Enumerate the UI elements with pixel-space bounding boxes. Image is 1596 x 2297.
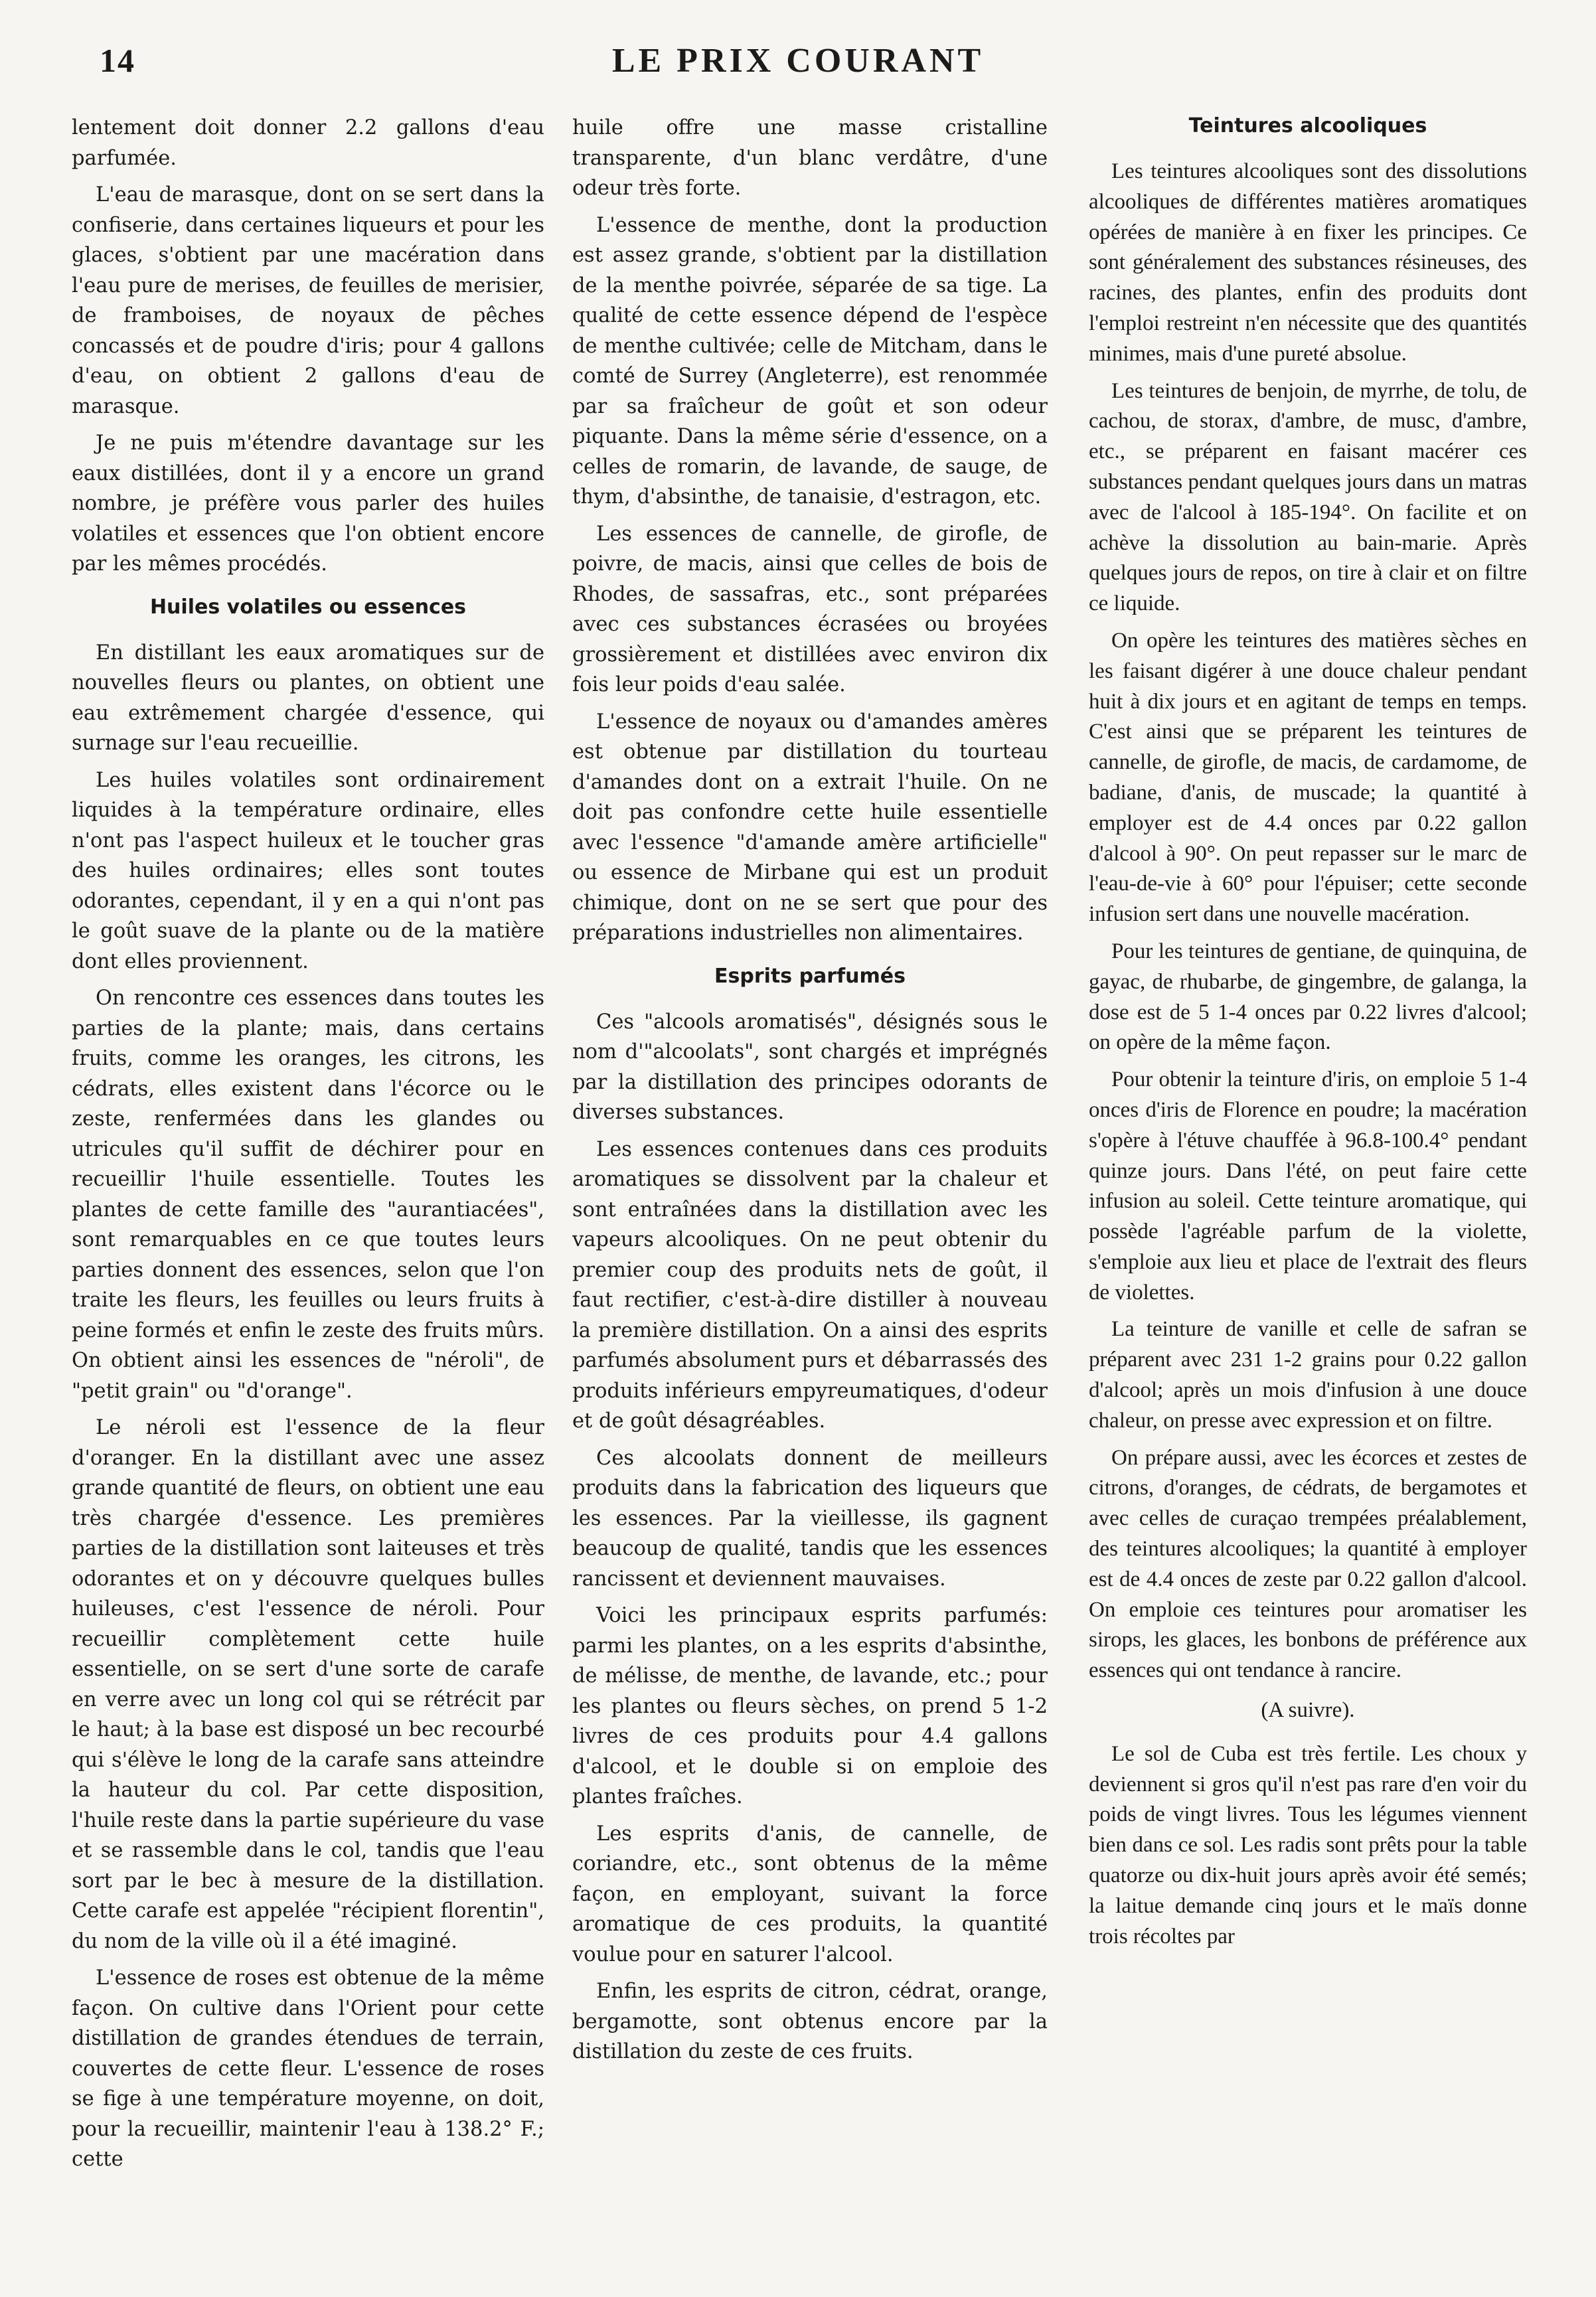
to-be-continued-note: (A suivre).: [1261, 1698, 1355, 1723]
section-heading: Esprits parfumés: [714, 964, 906, 988]
paragraph: L'eau de marasque, dont on se sert dans la confiserie, dans certaines liqueurs et pour les glaces, s'obtient par une macération dans l'eau pure de merises, de feuilles de merisier, de framboises, de noyaux de pêches concassés et de poudre d'iris; pour 4 gallons d'eau, on obtient 2 gallons d'eau de marasque.: [72, 183, 544, 418]
paragraph: Je ne puis m'étendre davantage sur les eaux distillées, dont il y a encore un grand nombre, je préfère vous parler des huiles volatiles et essences que l'on obtient encore par les mêmes procédés.: [72, 432, 544, 576]
paragraph: On prépare aussi, avec les écorces et zestes de citrons, d'oranges, de cédrats, de bergamotes et avec celles de curaçao trempées préalablement, des teintures alcooliques; la quantité à employer est de 4.4 onces de zeste par 0.22 gallon d'alcool. On emploie ces teintures pour aromatiser les sirops, les glaces, les bonbons de préférence aux essences qui ont tendance à rancire.: [1089, 1445, 1527, 1683]
text-column-1: [72, 113, 544, 2257]
paragraph: Pour les teintures de gentiane, de quinquina, de gayac, de rhubarbe, de gingembre, de galanga, la dose est de 5 1-4 onces par 0.22 livres d'alcool; on opère de la même façon.: [1089, 939, 1527, 1055]
paragraph: On rencontre ces essences dans toutes les parties de la plante; mais, dans certains fruits, comme les oranges, les citrons, les cédrats, elles existent dans l'écorce ou le zeste, renfermées dans les glandes ou utricules qu'il suffit de déchirer pour en recueillir l'huile essentielle. Toutes les plantes de cette famille des "aurantiacées", sont remarquables en ce que toutes leurs parties donnent des essences, selon que l'on traite les fleurs, les feuilles ou leurs fruits à peine formés et enfin le zeste des fruits mûrs. On obtient ainsi les essences de "néroli", de "petit grain" ou "d'orange".: [72, 987, 544, 1403]
journal-title: LE PRIX COURANT: [611, 42, 985, 80]
paragraph: Pour obtenir la teinture d'iris, on emploie 5 1-4 onces d'iris de Florence en poudre; la macération s'opère à l'étuve chauffée à 96.8-100.4° pendant quinze jours. Dans l'été, on peut faire cette infusion au soleil. Cette teinture aromatique, qui possède l'agréable parfum de la violette, s'emploie aux lieu et place de l'extrait des fleurs de violettes.: [1089, 1068, 1527, 1305]
paragraph: Ces "alcools aromatisés", désignés sous le nom d'"alcoolats", sont chargés et imprégnés par la distillation des principes odorants de diverses substances.: [572, 1010, 1048, 1124]
paragraph: L'essence de menthe, dont la production est assez grande, s'obtient par la distillation de la menthe poivrée, séparée de sa tige. La qualité de cette essence dépend de l'espèce de menthe cultivée; celle de Mitcham, dans le comté de Surrey (Angleterre), est renommée par sa fraîcheur de goût et son odeur piquante. Dans la même série d'essence, on a celles de romarin, de lavande, de sauge, de thym, d'absinthe, de tanaisie, d'estragon, etc.: [572, 213, 1048, 509]
paragraph: Voici les principaux esprits parfumés: parmi les plantes, on a les esprits d'absinthe, de mélisse, de menthe, de lavande, etc.; pour les plantes ou fleurs sèches, on prend 5 1-2 livres de ces produits pour 4.4 gallons d'alcool, et le double si on emploie des plantes fraîches.: [572, 1604, 1048, 1808]
section-heading: Huiles volatiles ou essences: [149, 595, 467, 619]
paragraph: lentement doit donner 2.2 gallons d'eau parfumée.: [72, 116, 544, 170]
paragraph: Les huiles volatiles sont ordinairement liquides à la température ordinaire, elles n'ont pas l'aspect huileux et le toucher gras des huiles ordinaires; elles sont toutes odorantes, cependant, il y en a qui n'ont pas le goût suave de la plante ou de la matière dont elles proviennent.: [72, 768, 544, 973]
paragraph: huile offre une masse cristalline transparente, d'un blanc verdâtre, d'une odeur très forte.: [572, 116, 1048, 200]
paragraph: La teinture de vanille et celle de safran se préparent avec 231 1-2 grains pour 0.22 gallon d'alcool; après un mois d'infusion à une douce chaleur, on presse avec expression et on filtre.: [1089, 1317, 1527, 1433]
text-column-3: [1089, 113, 1527, 2257]
paragraph: Le sol de Cuba est très fertile. Les choux y deviennent si gros qu'il n'est pas rare d'en voir du poids de vingt livres. Tous les légumes viennent bien dans ce sol. Les radis sont prêts pour la table quatorze ou dix-huit jours après avoir été semés; la laitue demande cinq jours et le maïs donne trois récoltes par: [1089, 1741, 1527, 1948]
paragraph: Les essences contenues dans ces produits aromatiques se dissolvent par la chaleur et sont entraînées dans la distillation avec les vapeurs alcooliques. On ne peut obtenir du premier coup des produits nets de goût, il faut rectifier, c'est-à-dire distiller à nouveau la première distillation. On a ainsi des esprits parfumés absolument purs et débarrassés des produits inférieurs empyreumatiques, d'odeur et de goût désagréables.: [572, 1137, 1048, 1433]
paragraph: Les essences de cannelle, de girofle, de poivre, de macis, ainsi que celles de bois de Rhodes, de sassafras, etc., sont préparées avec ces substances écrasées ou broyées grossièrement et distillées avec environ dix fois leur poids d'eau salée.: [572, 522, 1048, 696]
paragraph: Les esprits d'anis, de cannelle, de coriandre, etc., sont obtenus de la même façon, en employant, suivant la force aromatique de ces produits, la quantité voulue pour en saturer l'alcool.: [572, 1822, 1048, 1966]
text-column-2: [572, 113, 1048, 2257]
paragraph: Les teintures alcooliques sont des dissolutions alcooliques de différentes matières aromatiques opérées de manière à en fixer les principes. Ce sont généralement des substances résineuses, des racines, des plantes, enfin des produits dont l'emploi restreint n'en nécessite que des quantités minimes, mais d'une pureté absolue.: [1089, 159, 1527, 366]
paragraph: Enfin, les esprits de citron, cédrat, orange, bergamotte, sont obtenus encore par la distillation du zeste de ces fruits.: [572, 1980, 1048, 2063]
paragraph: L'essence de noyaux ou d'amandes amères est obtenue par distillation du tourteau d'amandes dont on a extrait l'huile. On ne doit pas confondre cette huile essentielle avec l'essence "d'amande amère artificielle" ou essence de Mirbane qui est un produit chimique, dont on ne se sert que pour des préparations industrielles non alimentaires.: [572, 710, 1048, 945]
page-number: 14: [100, 42, 135, 79]
paragraph: Le néroli est l'essence de la fleur d'oranger. En la distillant avec une assez grande quantité de fleurs, on obtient une eau très chargée d'essence. Les premières parties de la distillation sont laiteuses et très odorantes et on y découvre quelques bulles huileuses, c'est l'essence de néroli. Pour recueillir complètement cette huile essentielle, on se sert d'une sorte de carafe en verre avec un long col qui se rétrécit par le haut; à la base est disposé un bec recourbé qui s'élève le long de la carafe sans atteindre la hauteur du col. Par cette disposition, l'huile reste dans la partie supérieure du vase et se rassemble dans le col, tandis que l'eau sort par le bec à mesure de la distillation. Cette carafe est appelée "récipient florentin", du nom de la ville où il a été imaginé.: [72, 1416, 544, 1953]
paragraph: En distillant les eaux aromatiques sur de nouvelles fleurs ou plantes, on obtient une eau extrêmement chargée d'essence, qui surnage sur l'eau recueillie.: [72, 641, 544, 755]
paragraph: On opère les teintures des matières sèches en les faisant digérer à une douce chaleur pendant huit à dix jours et en agitant de temps en temps. C'est ainsi que se préparent les teintures de cannelle, de girofle, de macis, de cardamome, de badiane, d'anis, de muscade; la quantité à employer est de 4.4 onces par 0.22 gallon d'alcool à 90°. On peut repasser sur le marc de l'eau-de-vie à 60° pour l'épuiser; cette seconde infusion sert dans une nouvelle macération.: [1089, 628, 1527, 927]
paragraph: Ces alcoolats donnent de meilleurs produits dans la fabrication des liqueurs que les essences. Par la vieillesse, ils gagnent beaucoup de qualité, tandis que les essences rancissent et deviennent mauvaises.: [572, 1446, 1048, 1591]
page-header: [0, 27, 1596, 86]
paragraph: L'essence de roses est obtenue de la même façon. On cultive dans l'Orient pour cette distillation de grandes étendues de terrain, couvertes de cette fleur. L'essence de roses se fige à une température moyenne, on doit, pour la recueillir, maintenir l'eau à 138.2° F.; cette: [72, 1966, 544, 2171]
section-heading: Teintures alcooliques: [1188, 114, 1427, 137]
paragraph: Les teintures de benjoin, de myrrhe, de tolu, de cachou, de storax, d'ambre, de musc, d'ambre, etc., se préparent en faisant macérer ces substances pendant quelques jours dans un matras avec de l'alcool à 185-194°. On facilite et on achève la dissolution au bain-marie. Après quelques jours de repos, on tire à clair et on filtre ce liquide.: [1089, 378, 1527, 616]
